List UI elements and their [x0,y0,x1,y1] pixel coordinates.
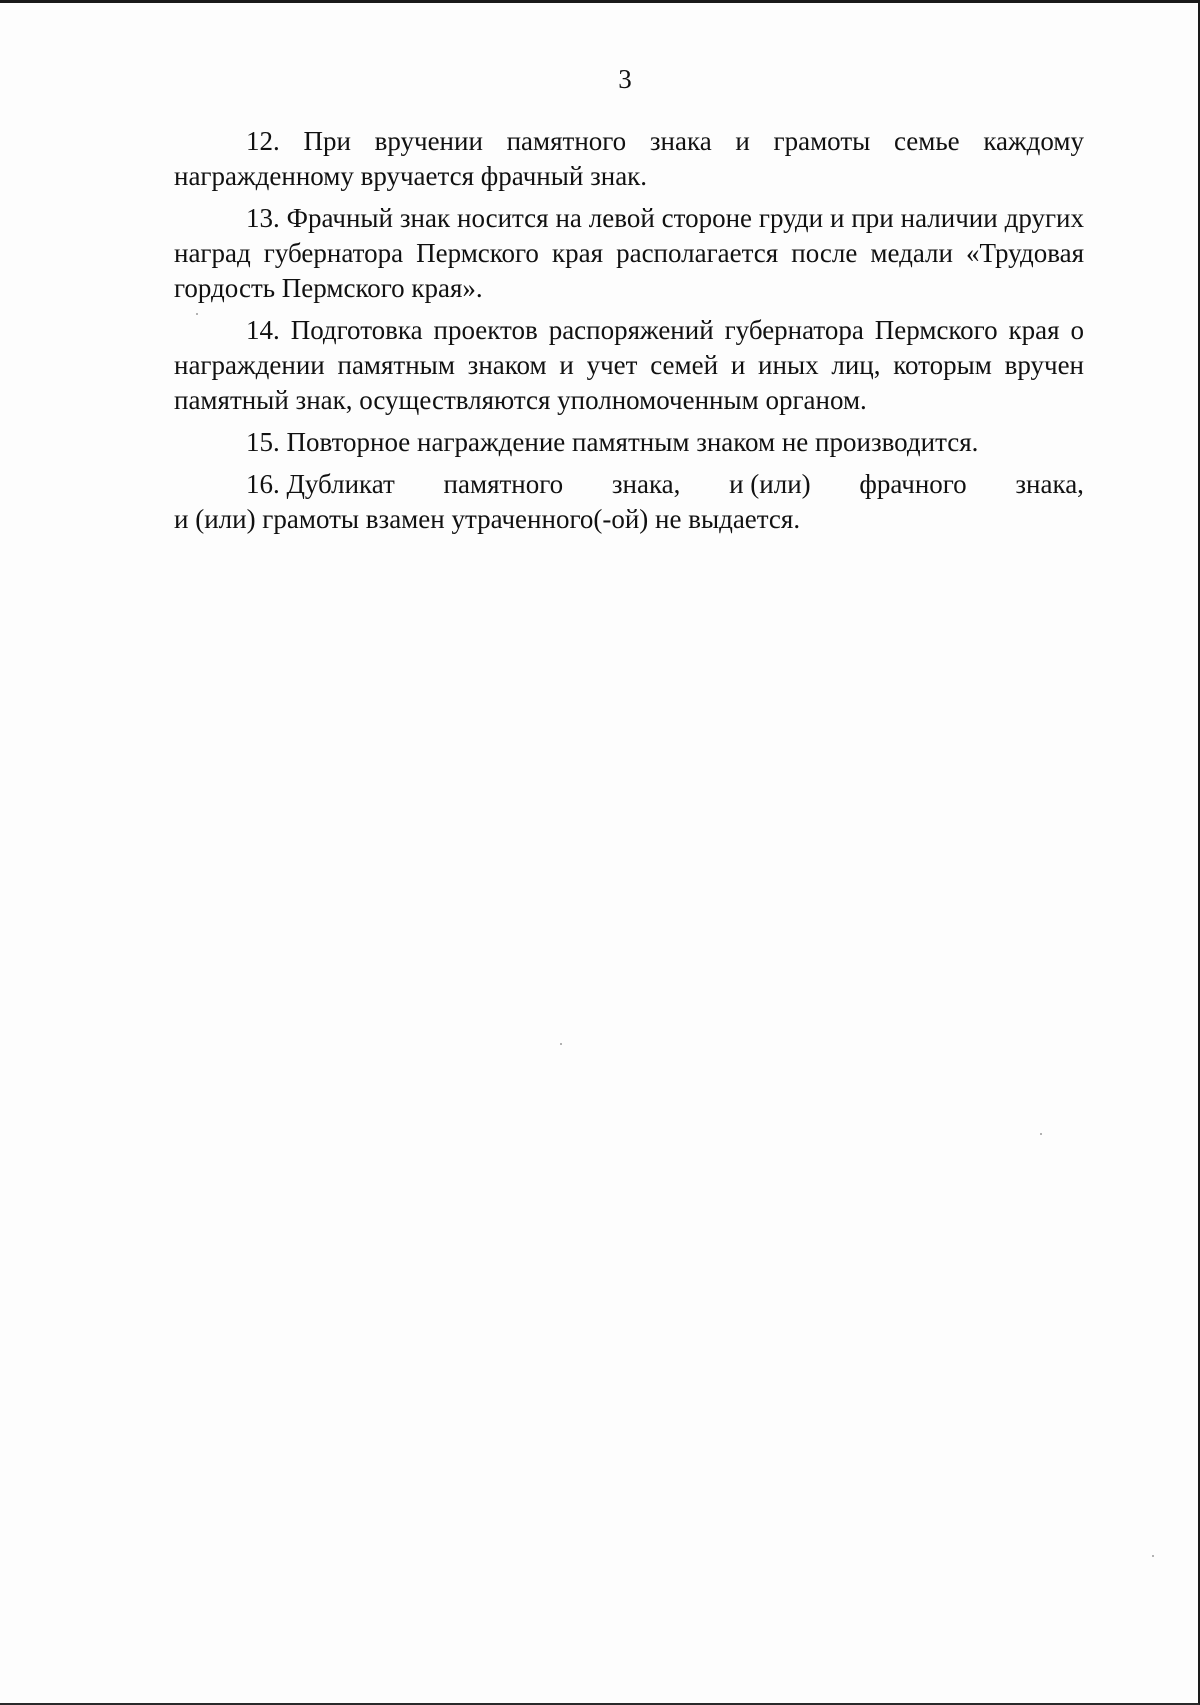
paragraph-16-word: и (или) [729,469,811,499]
paragraph-16 [174,467,1084,537]
paragraph-16-word: знака, [1015,469,1084,499]
paragraph-16-word: 16. Дубликат [246,469,395,499]
scan-artifact [196,313,198,315]
document-body [174,124,1084,537]
paragraph-16-line-2: и (или) грамоты взамен утраченного(-ой) не выдается. [174,504,801,534]
scan-artifact [560,1043,562,1045]
paragraph-16-word: памятного [443,469,564,499]
paragraph-16-word: знака, [611,469,681,499]
paragraph-13: 13. Фрачный знак носится на левой стороне груди и при наличии других наград губернатора Пермского края располагается после медали «Трудовая гордость Пермского края». [174,203,1084,303]
paragraph-16-word: фрачного [859,469,967,499]
scan-artifact [1040,1133,1042,1135]
scan-artifact [1152,1555,1154,1557]
page-number: 3 [618,64,632,94]
paragraph-14: 14. Подготовка проектов распоряжений губернатора Пермского края о награждении памятным знаком и учет семей и иных лиц, которым вручен памятный знак, осуществляются уполномоченным органом. [174,315,1084,415]
paragraph-15: 15. Повторное награждение памятным знаком не производится. [246,427,979,457]
paragraph-12: 12. При вручении памятного знака и грамоты семье каждому награжденному вручается фрачный знак. [174,126,1084,191]
paragraph-16-line-1 [174,467,1084,502]
